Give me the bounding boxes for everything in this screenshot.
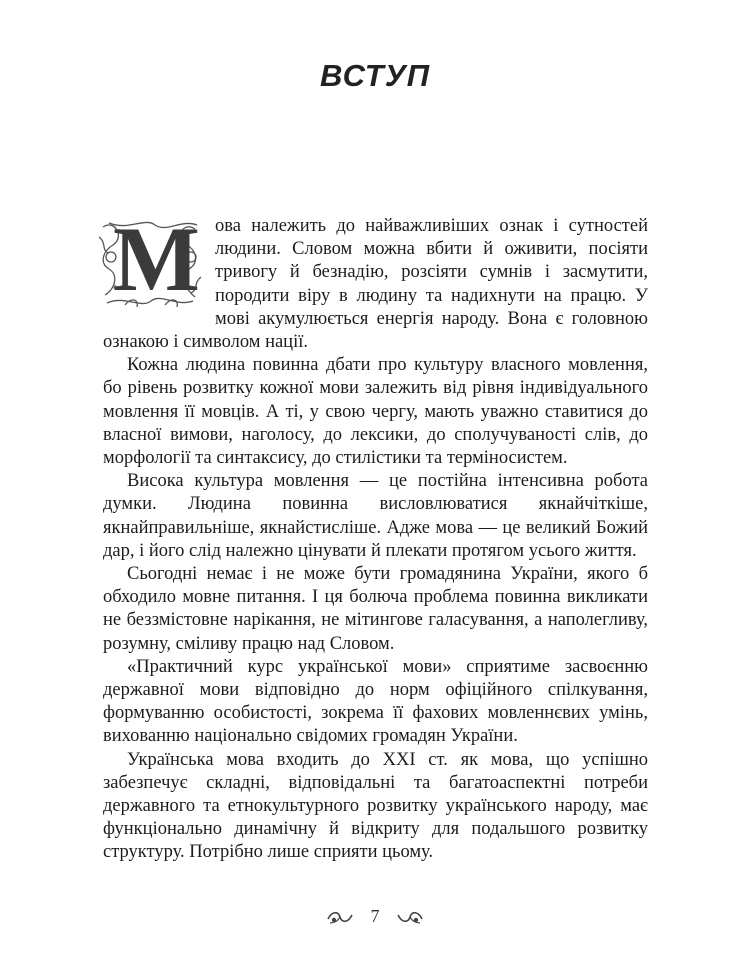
paragraph-1: [103, 208, 648, 354]
dropcap-letter: М: [113, 208, 200, 310]
body-text: [103, 208, 648, 865]
dropcap: [95, 208, 205, 310]
paragraph-5: «Практичний курс української мови» сприятиме засвоєнню державної мови відповідно до норм офіційного спілкування, формуванню особистості, зокрема її фахових мовленнєвих умінь, вихованню національно свідомих громадян України.: [103, 656, 648, 747]
page-footer: [0, 905, 750, 927]
paragraph-3: Висока культура мовлення — це постійна інтенсивна робота думки. Людина повинна висловлюватися якнайчіткіше, якнайправильніше, якнайстисліше. Адже мова — це великий Божий дар, і його слід належно цінувати й плекати протягом усього життя.: [103, 471, 648, 561]
paragraph-text: ова належить до найважливіших ознак і сутностей людини. Словом можна вбити й оживити, посіяти тривогу й безнадію, розсіяти сумнів і засмутити, породити віру в людину та надихнути на працю. У мові акумулюється енергія народу. Вона є головною ознакою і символом нації.: [103, 216, 648, 353]
page-title: ВСТУП: [319, 58, 431, 93]
paragraph-2: Кожна людина повинна дбати про культуру власного мовлення, бо рівень розвитку кожної мови залежить від рівня індивідуального мовлення її мовців. А ті, у свою чергу, мають уважно ставитися до власної вимови, наголосу, до лексики, до сполучуваності слів, до морфології та синтаксису, до стилістики та терміносистем.: [103, 355, 648, 469]
page-number: 7: [370, 906, 380, 927]
paragraph-4: Сьогодні немає і не може бути громадянина України, якого б обходило мовне питання. І ця болюча проблема повинна викликати не беззмістовне нарікання, не мітингове галасування, а наполегливу, розумну, сміливу працю над Словом.: [103, 564, 648, 654]
ornament-right-icon: [396, 909, 424, 925]
paragraph-6: Українська мова входить до XXI ст. як мова, що успішно забезпечує складні, відповідальні та багатоаспектні потреби державного та етнокультурного розвитку українського народу, має функціонально динамічну й відкриту для подальшого розвитку структуру. Потрібно лише сприяти цьому.: [103, 749, 648, 863]
ornament-left-icon: [326, 909, 354, 925]
